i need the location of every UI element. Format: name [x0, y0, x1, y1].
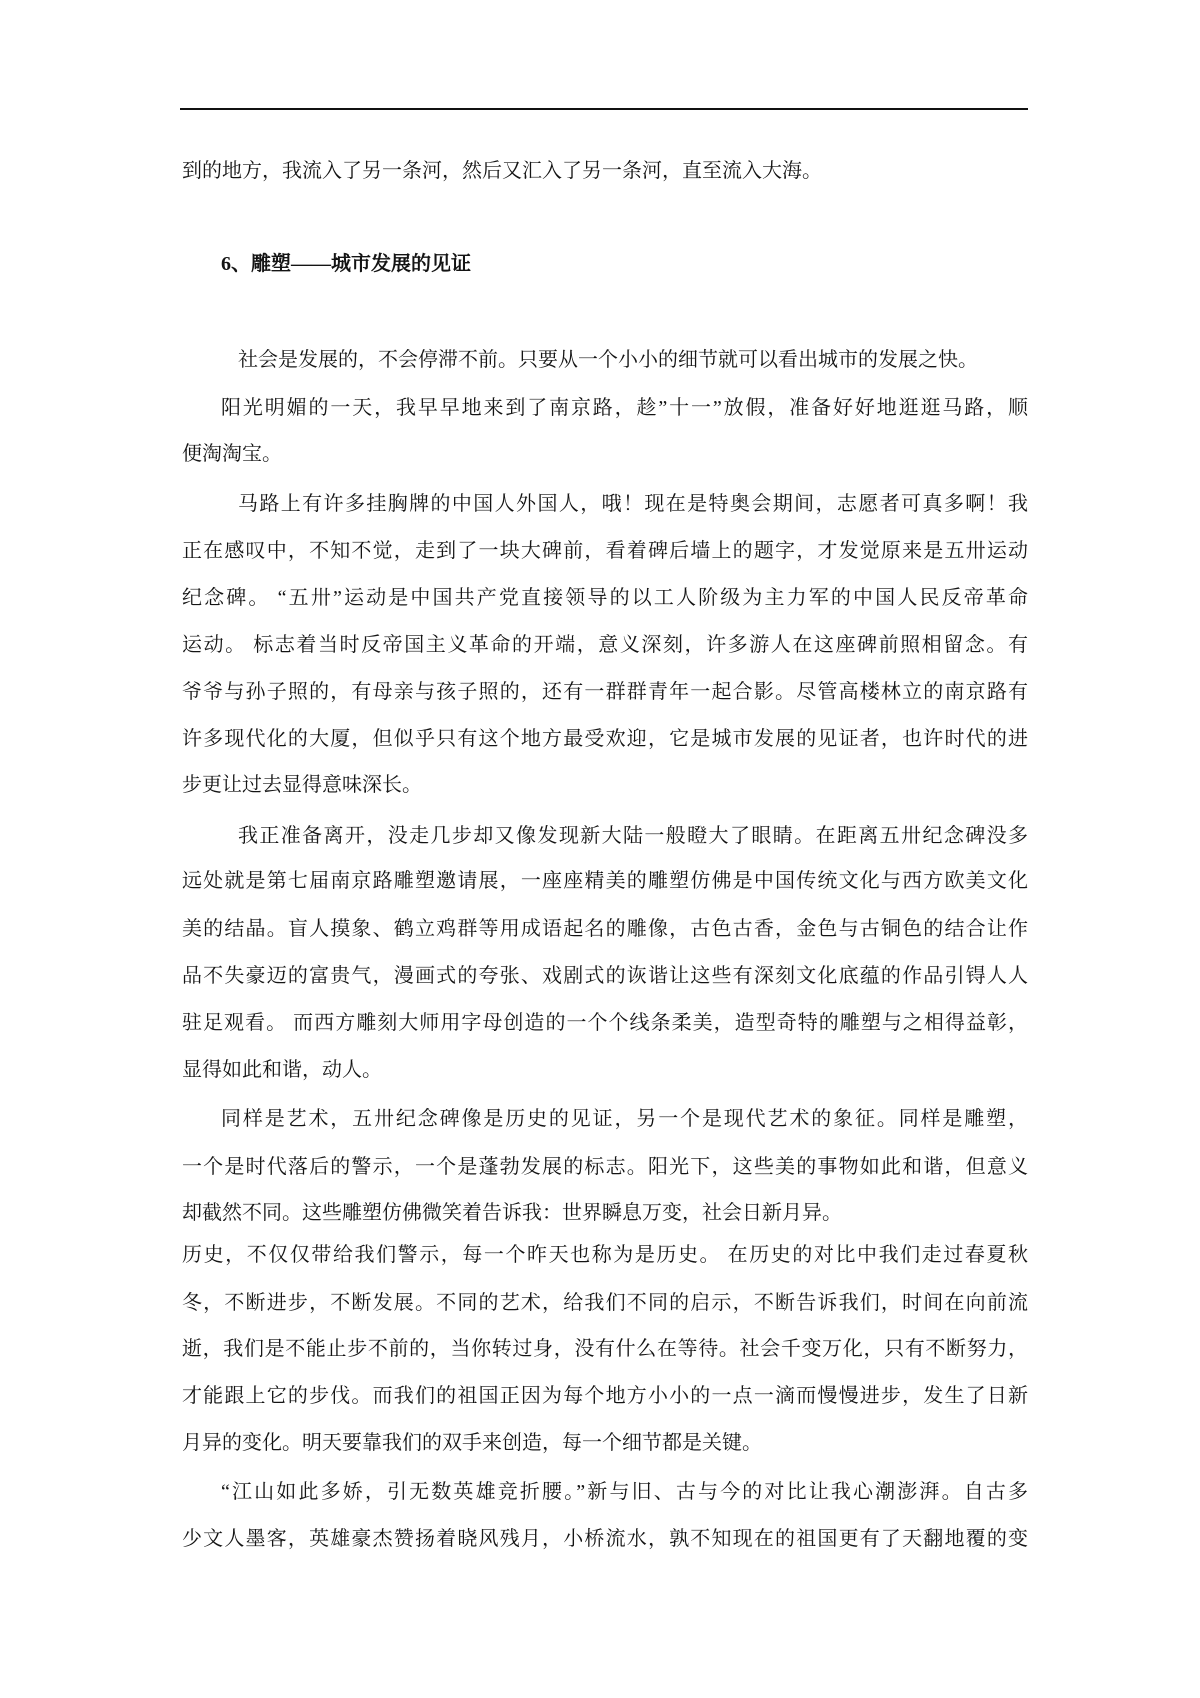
- paragraph-line: 运动。 标志着当时反帝国主义革命的开端，意义深刻，许多游人在这座碑前照相留念。有: [182, 634, 1028, 656]
- paragraph-line: 远处就是第七届南京路雕塑邀请展，一座座精美的雕塑仿佛是中国传统文化与西方欧美文化: [182, 870, 1028, 892]
- paragraph-line: “江山如此多娇，引无数英雄竞折腰。”新与旧、古与今的对比让我心潮澎湃。自古多: [221, 1481, 1028, 1503]
- paragraph-line: 逝，我们是不能止步不前的，当你转过身，没有什么在等待。社会千变万化，只有不断努力，: [182, 1338, 1028, 1360]
- paragraph-line: 却截然不同。这些雕塑仿佛微笑着告诉我：世界瞬息万变，社会日新月异。: [182, 1202, 842, 1224]
- paragraph-line: 我正准备离开，没走几步却又像发现新大陆一般瞪大了眼睛。在距离五卅纪念碑没多: [238, 825, 1028, 847]
- section-heading: 6、雕塑——城市发展的见证: [221, 253, 471, 275]
- paragraph-line: 品不失豪迈的富贵气，漫画式的夸张、戏剧式的诙谐让这些有深刻文化底蕴的作品引锝人人: [182, 965, 1028, 987]
- paragraph-line: 同样是艺术，五卅纪念碑像是历史的见证，另一个是现代艺术的象征。同样是雕塑，: [221, 1108, 1028, 1130]
- paragraph-line: 纪念碑。 “五卅”运动是中国共产党直接领导的以工人阶级为主力军的中国人民反帝革命: [182, 587, 1028, 609]
- paragraph-line: 便淘淘宝。: [182, 443, 282, 465]
- continuation-line: 到的地方，我流入了另一条河，然后又汇入了另一条河，直至流入大海。: [182, 160, 822, 182]
- paragraph-line: 爷爷与孙子照的，有母亲与孩子照的，还有一群群青年一起合影。尽管高楼林立的南京路有: [182, 681, 1028, 703]
- paragraph-line: 许多现代化的大厦，但似乎只有这个地方最受欢迎，它是城市发展的见证者，也许时代的进: [182, 728, 1028, 750]
- paragraph-line: 冬，不断进步，不断发展。不同的艺术，给我们不同的启示，不断告诉我们，时间在向前流: [182, 1292, 1028, 1314]
- paragraph-line: 显得如此和谐，动人。: [182, 1059, 382, 1081]
- paragraph-line: 历史，不仅仅带给我们警示，每一个昨天也称为是历史。 在历史的对比中我们走过春夏秋: [182, 1244, 1028, 1266]
- paragraph-line: 月异的变化。明天要靠我们的双手来创造，每一个细节都是关键。: [182, 1432, 762, 1454]
- paragraph-line: 驻足观看。 而西方雕刻大师用字母创造的一个个线条柔美，造型奇特的雕塑与之相得益彰，: [182, 1012, 1028, 1034]
- paragraph-line: 一个是时代落后的警示，一个是蓬勃发展的标志。阳光下，这些美的事物如此和谐，但意义: [182, 1156, 1028, 1178]
- paragraph-line: 步更让过去显得意味深长。: [182, 774, 422, 796]
- paragraph-line: 少文人墨客，英雄豪杰赞扬着晓风残月，小桥流水，孰不知现在的祖国更有了天翻地覆的变: [182, 1528, 1028, 1550]
- paragraph-line: 社会是发展的，不会停滞不前。只要从一个小小的细节就可以看出城市的发展之快。: [238, 349, 978, 371]
- header-rule: [180, 108, 1028, 110]
- paragraph-line: 阳光明媚的一天，我早早地来到了南京路，趁”十一”放假，准备好好地逛逛马路，顺: [221, 397, 1028, 419]
- paragraph-line: 马路上有许多挂胸牌的中国人外国人，哦！现在是特奥会期间，志愿者可真多啊！我: [238, 493, 1028, 515]
- paragraph-line: 才能跟上它的步伐。而我们的祖国正因为每个地方小小的一点一滴而慢慢进步，发生了日新: [182, 1385, 1028, 1407]
- paragraph-line: 美的结晶。盲人摸象、鹤立鸡群等用成语起名的雕像，古色古香，金色与古铜色的结合让作: [182, 918, 1028, 940]
- paragraph-line: 正在感叹中，不知不觉，走到了一块大碑前，看着碑后墙上的题字，才发觉原来是五卅运动: [182, 540, 1028, 562]
